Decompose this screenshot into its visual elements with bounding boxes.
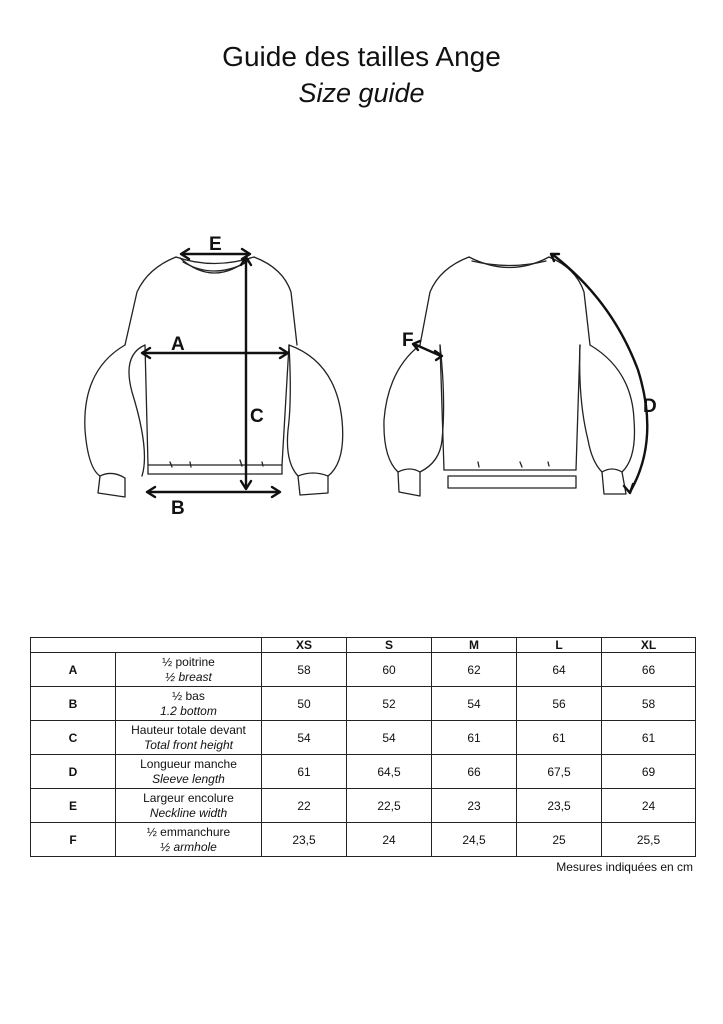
measure-arrow-a <box>142 348 288 358</box>
table-cell: 50 <box>262 687 347 721</box>
label-c: C <box>250 406 264 427</box>
row-code: C <box>31 721 116 755</box>
row-code: A <box>31 653 116 687</box>
table-cell: 69 <box>602 755 696 789</box>
table-cell: 67,5 <box>517 755 602 789</box>
table-cell: 25 <box>517 823 602 857</box>
size-header-l: L <box>517 638 602 653</box>
measure-arrow-f <box>413 341 442 360</box>
label-english: Sleeve length <box>152 771 225 786</box>
table-cell: 61 <box>262 755 347 789</box>
table-row <box>31 789 696 823</box>
table-cell: 61 <box>602 721 696 755</box>
label-french: ½ bas <box>172 688 205 703</box>
table-cell: 23 <box>432 789 517 823</box>
label-french: Longueur manche <box>140 756 237 771</box>
label-english: Total front height <box>144 737 233 752</box>
table-cell: 66 <box>432 755 517 789</box>
table-cell: 23,5 <box>517 789 602 823</box>
table-row <box>31 721 696 755</box>
front-sweater-illustration <box>85 257 343 497</box>
table-row <box>31 755 696 789</box>
size-header-s: S <box>347 638 432 653</box>
label-french: Largeur encolure <box>143 790 234 805</box>
table-cell: 54 <box>347 721 432 755</box>
label-french: Hauteur totale devant <box>131 722 246 737</box>
row-label <box>116 687 262 721</box>
label-french: ½ emmanchure <box>146 824 231 839</box>
measure-arrow-b <box>147 487 280 497</box>
table-cell: 25,5 <box>602 823 696 857</box>
table-cell: 54 <box>432 687 517 721</box>
label-english: ½ breast <box>165 669 212 684</box>
label-e: E <box>209 234 222 255</box>
table-cell: 52 <box>347 687 432 721</box>
row-label <box>116 721 262 755</box>
table-cell: 66 <box>602 653 696 687</box>
row-label <box>116 789 262 823</box>
label-f: F <box>402 330 414 351</box>
table-cell: 24 <box>347 823 432 857</box>
label-english: ½ armhole <box>160 839 217 854</box>
size-table <box>30 637 696 857</box>
table-row <box>31 823 696 857</box>
table-cell: 24 <box>602 789 696 823</box>
measure-arrow-c <box>241 257 251 489</box>
label-english: Neckline width <box>149 805 228 820</box>
table-header-row <box>31 638 696 653</box>
table-cell: 60 <box>347 653 432 687</box>
row-code: F <box>31 823 116 857</box>
table-cell: 23,5 <box>262 823 347 857</box>
page-title: Guide des tailles Ange <box>222 41 501 72</box>
table-cell: 64,5 <box>347 755 432 789</box>
row-code: D <box>31 755 116 789</box>
table-cell: 54 <box>262 721 347 755</box>
label-b: B <box>171 498 185 519</box>
page-subtitle: Size guide <box>298 78 425 108</box>
measure-arrow-d <box>551 254 647 493</box>
table-cell: 64 <box>517 653 602 687</box>
table-cell: 56 <box>517 687 602 721</box>
back-sweater-illustration <box>384 257 635 496</box>
table-cell: 61 <box>517 721 602 755</box>
size-header-xs: XS <box>262 638 347 653</box>
table-cell: 58 <box>602 687 696 721</box>
table-cell: 22,5 <box>347 789 432 823</box>
row-code: B <box>31 687 116 721</box>
row-code: E <box>31 789 116 823</box>
row-label <box>116 653 262 687</box>
table-row <box>31 687 696 721</box>
row-label <box>116 823 262 857</box>
table-cell: 58 <box>262 653 347 687</box>
table-header-blank <box>31 638 262 653</box>
table-row <box>31 653 696 687</box>
label-d: D <box>643 396 657 417</box>
table-cell: 24,5 <box>432 823 517 857</box>
label-french: ½ poitrine <box>162 654 215 669</box>
size-header-xl: XL <box>602 638 696 653</box>
row-label <box>116 755 262 789</box>
label-a: A <box>171 334 185 355</box>
table-cell: 22 <box>262 789 347 823</box>
table-cell: 61 <box>432 721 517 755</box>
units-note: Mesures indiquées en cm <box>556 860 693 874</box>
size-header-m: M <box>432 638 517 653</box>
table-cell: 62 <box>432 653 517 687</box>
label-english: 1.2 bottom <box>160 703 217 718</box>
